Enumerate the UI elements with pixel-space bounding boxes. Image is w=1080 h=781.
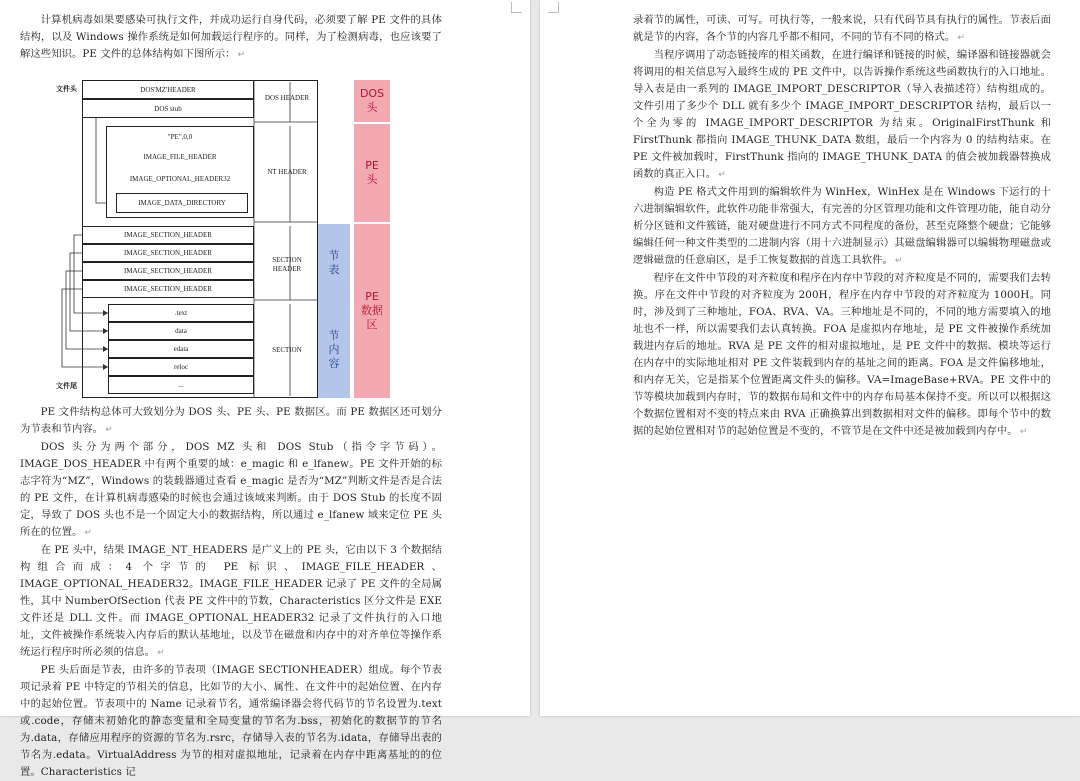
paragraph-mark: ↵ [84,528,93,538]
right-body-text [633,12,1051,441]
body-paragraph: 在 PE 头中，结果 IMAGE_NT_HEADERS 是广义上的 PE 头，它由以下 3 个数据结构组合而成：4 个字节的 PE 标识、IMAGE_FILE_HEADER、IMAGE_OPTIONAL_HEADER32。IMAGE_FILE_HEADER 记录了 PE 文件的全局属性，其中 NumberOfSection 代表 PE 文件中的节数，Characteristics 区分文件是 EXE 文件还是 DLL 文件。而 IMAGE_OPTIONAL_HEADER32 记录了文件执行的入口地址，文件被操作系统装入内存后的默认基地址，以及节在磁盘和内存中的对齐单位等操作系统运行程序时所必须的信息。 [20,544,442,658]
link-arrow [70,253,108,331]
body-paragraph: PE 文件结构总体可大致划分为 DOS 头、PE 头、PE 数据区。而 PE 数据区还可划分为节表和节内容。 [20,406,442,435]
paragraph-mark: ↵ [105,425,113,435]
dos-stub-box: DOS stub [82,99,254,118]
page-corner-mark [548,2,559,13]
arrowhead [103,364,108,370]
pe-structure-diagram [50,78,400,398]
nt-header-label: NT HEADER [267,168,307,176]
paragraph-mark: ↵ [157,648,165,658]
link-arrow [96,118,106,203]
dos-head-block [354,80,390,122]
page-corner-mark [511,2,522,13]
paragraph-mark: ↵ [718,170,726,180]
body-paragraph: 构造 PE 格式文件用到的编辑软件为 WinHex，WinHex 是在 Windows 下运行的十六进制编辑软件，此软件功能非常强大，有完善的分区管理功能和文件管理功能，能自动分析分区链和文件簇链，能对硬盘进行不同方式不同程度的备份，甚至克隆整个硬盘；它能够编辑任何一种文件类型的二进制内容（用十六进制显示）其磁盘编辑器可以编辑物理磁盘或逻辑磁盘的任意扇区，是手工恢复数据的首选工具软件。 [633,186,1051,266]
section-header-box: IMAGE_SECTION_HEADER [82,262,254,280]
pe-head-block [354,124,390,222]
pe-data-block [354,224,390,398]
section-box: data [108,322,254,340]
section-content-text: 节内容 [328,329,340,370]
image-optional-header-box: IMAGE_OPTIONAL_HEADER32 [108,170,252,188]
section-label: SECTION [272,346,302,354]
pe-signature-box: "PE",0,0 [108,128,252,146]
section-header-label: SECTION HEADER [272,256,302,273]
dos-header-label: DOS HEADER [264,94,310,102]
section-header-box: IMAGE_SECTION_HEADER [82,280,254,298]
dos-head-text: DOS 头 [359,87,385,114]
pe-data-text: PE 数据区 [361,290,383,331]
arrowhead [103,328,108,334]
intro-text [20,12,442,64]
left-body-text [20,404,442,781]
section-header-box: IMAGE_SECTION_HEADER [82,226,254,244]
paragraph-mark: ↵ [237,50,246,60]
pe-head-text: PE 头 [365,159,379,186]
section-table-block [318,224,350,302]
section-box: reloc [108,358,254,376]
arrowhead [103,346,108,352]
image-data-directory-box: IMAGE_DATA_DIRECTORY [116,193,248,213]
body-paragraph: PE 头后面是节表，由许多的节表项（IMAGE SECTIONHEADER）组成。每个节表项记录着 PE 中特定的节相关的信息，比如节的大小、属性、在文件中的起始位置、在内存中的起始位置。节表项中的 Name 记录着节名，通常编译器会将代码节的节名设置为.text 或.code，存储未初始化的静态变量和全局变量的节名为.bss，初始化的数据节的节名为.data，存储应用程序的资源的节名为.rsrc，存储导入表的节名为.idata，存储导出表的节名为.edata。VirtualAddress 为节的相对虚拟地址，记录着在内存中距离基址的的位置。Characteristics 记 [20,664,442,778]
document-page-left [0,0,530,778]
body-paragraph: 录着节的属性，可读、可写。可执行等，一般来说，只有代码节具有执行的属性。节表后面就是节的内容，各个节的内容几乎都不相同，不同的节有不同的格式。 [633,14,1051,43]
link-arrow [62,289,108,367]
section-box: .text [108,304,254,322]
dos-mz-header-box: DOS'MZ'HEADER [82,80,254,99]
image-file-header-box: IMAGE_FILE_HEADER [108,148,252,166]
paragraph-mark: ↵ [1019,427,1028,437]
paragraph-mark: ↵ [957,33,965,43]
body-paragraph: 程序在文件中节段的对齐粒度和程序在内存中节段的对齐粒度是不同的，需要我们去转换。序在文件中节段的对齐粒度为 200H，程序在内存中节段的对齐粒度为 1000H。同时，涉及到了三种地址，FOA、RVA、VA。三种地址是不同的，不同的地方需要填入的地址也不一样，所以需要我们去认真转换。FOA 是虚拟内存地址，是 PE 文件被操作系统加载进内存后的地址。RVA 是 PE 文件的相对虚拟地址，是 PE 文件中的数据、模块等运行在内存中的实际地址相对 PE 文件装载到内存的基址之间的距离。FOA 是文件偏移地址，和内存无关，它是指某个位置距离文件头的偏移。VA=ImageBase+RVA。PE 文件中的节等模块加载到内存时，节的数据布局和文件中的内存布局基本保持不变。所以可以根据这个数据位置相对不变的特点来由 RVA 正确换算出到数据相对文件的偏移。即每个节中的数据的起始位置相对节的起始位置是不变的，不管节是在文件中还是被加载到内存中。 [633,272,1051,437]
arrowhead [103,310,108,316]
section-content-block [318,302,350,398]
document-page-right [540,0,1080,716]
section-box: ... [108,376,254,394]
paragraph-mark: ↵ [894,256,903,266]
link-arrow [66,271,108,349]
section-box: edata [108,340,254,358]
section-header-box: IMAGE_SECTION_HEADER [82,244,254,262]
file-tail-label: 文件尾 [56,381,77,390]
section-table-text: 节表 [328,249,340,276]
body-paragraph: 当程序调用了动态链接库的相关函数，在进行编译和链接的时候，编译器和链接器就会将调用的相关信息写入最终生成的 PE 文件中，以告诉操作系统这些函数执行的入口地址。导入表是由一系列的 IMAGE_IMPORT_DESCRIPTOR（导入表描述符）结构组成的。文件引用了多少个 DLL 就有多少个 IMAGE_IMPORT_DESCRIPTOR 结构，最后以一个全为零的 IMAGE_IMPORT_DESCRIPTOR 为结束。OriginalFirstThunk 和 FirstThunk 都指向 IMAGE_THUNK_DATA 数组，最后一个内容为 0 的结构结束。在 PE 文件被加载时，FirstThunk 指向的 IMAGE_THUNK_DATA 的值会被加载器替换成函数的真正入口。 [633,49,1051,180]
link-arrow [74,235,108,313]
intro-paragraph: 计算机病毒如果要感染可执行文件，并成功运行自身代码，必须要了解 PE 文件的具体结构，以及 Windows 操作系统是如何加载运行程序的。同样，为了检测病毒，也应该要了解这些知识。PE 文件的总体结构如下图所示： [20,14,442,60]
file-head-label: 文件头 [56,84,77,93]
body-paragraph: DOS 头分为两个部分，DOS MZ 头和 DOS Stub（指令字节码）。IMAGE_DOS_HEADER 中有两个重要的域：e_magic 和 e_lfanew。PE 文件开始的标志字符为“MZ”，Windows 的装载器通过查看 e_magic 是否为“MZ”判断文件是否是合法的 PE 文件，在计算机病毒感染的时候也会通过该域来判断。由于 DOS Stub 的长度不固定，导致了 DOS 头也不是一个固定大小的数据结构，所以通过 e_lfanew 域来定位 PE 头所在的位置。 [20,441,442,538]
